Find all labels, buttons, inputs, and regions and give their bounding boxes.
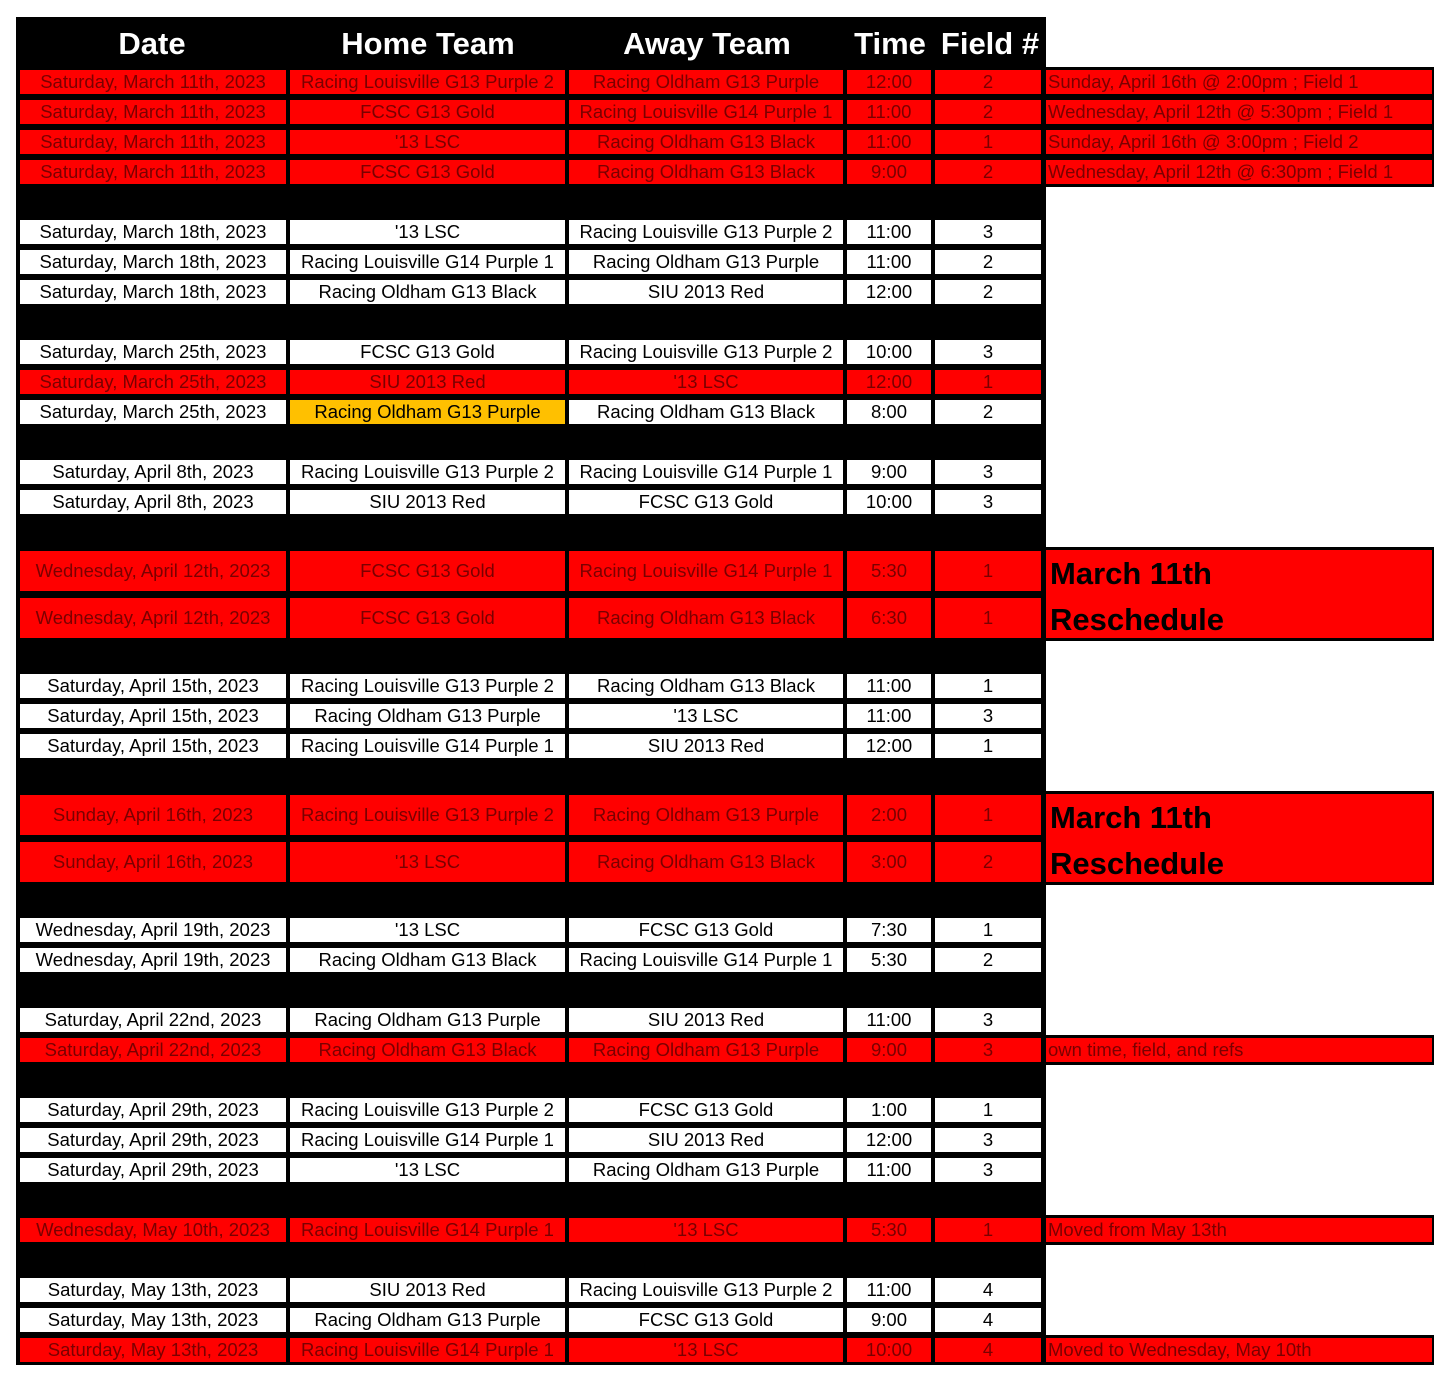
away-team-cell: Racing Louisville G13 Purple 2: [569, 220, 843, 244]
home-team-cell: Racing Oldham G13 Purple: [290, 1308, 565, 1332]
column-header-field: Field #: [940, 26, 1040, 61]
table-row: [16, 397, 1436, 427]
time-cell: 3:00: [847, 842, 931, 882]
date-cell: Saturday, March 11th, 2023: [20, 130, 286, 154]
reschedule-note-line: March 11th: [1050, 556, 1212, 591]
row-note: own time, field, and refs: [1046, 1038, 1432, 1062]
field-cell: 3: [935, 1008, 1041, 1032]
column-header-away-team: Away Team: [623, 26, 791, 61]
away-team-cell: FCSC G13 Gold: [569, 1308, 843, 1332]
match-group: [16, 217, 1436, 307]
field-cell: 3: [935, 460, 1041, 484]
table-row: [16, 594, 1436, 641]
time-cell: 5:30: [847, 551, 931, 591]
group-separator: [16, 187, 1436, 217]
row-note: Sunday, April 16th @ 3:00pm ; Field 2: [1046, 130, 1432, 154]
date-cell: Saturday, March 11th, 2023: [20, 160, 286, 184]
table-row: [16, 157, 1436, 187]
table-row: [16, 1155, 1436, 1185]
field-cell: 3: [935, 1158, 1041, 1182]
home-team-cell: Racing Louisville G13 Purple 2: [290, 1098, 565, 1122]
field-cell: 2: [935, 948, 1041, 972]
date-cell: Saturday, April 15th, 2023: [20, 674, 286, 698]
time-cell: 11:00: [847, 1158, 931, 1182]
table-row: [16, 945, 1436, 975]
home-team-cell: Racing Oldham G13 Black: [290, 948, 565, 972]
field-cell: 2: [935, 70, 1041, 94]
table-row: [16, 367, 1436, 397]
date-cell: Wednesday, April 12th, 2023: [20, 551, 286, 591]
date-cell: Saturday, March 18th, 2023: [20, 280, 286, 304]
home-team-cell: Racing Oldham G13 Purple: [290, 704, 565, 728]
date-cell: Saturday, May 13th, 2023: [20, 1278, 286, 1302]
column-header-time: Time: [854, 26, 926, 61]
field-cell: 1: [935, 598, 1041, 638]
date-cell: Saturday, March 25th, 2023: [20, 340, 286, 364]
home-team-cell: Racing Louisville G13 Purple 2: [290, 795, 565, 835]
date-cell: Wednesday, April 19th, 2023: [20, 918, 286, 942]
time-cell: 12:00: [847, 734, 931, 758]
time-cell: 12:00: [847, 370, 931, 394]
table-row: [16, 247, 1436, 277]
date-cell: Saturday, March 18th, 2023: [20, 250, 286, 274]
home-team-cell: SIU 2013 Red: [290, 490, 565, 514]
date-cell: Sunday, April 16th, 2023: [20, 795, 286, 835]
time-cell: 8:00: [847, 400, 931, 424]
group-separator: [16, 1065, 1436, 1095]
field-cell: 3: [935, 704, 1041, 728]
header-row: [16, 17, 1436, 67]
date-cell: Saturday, April 29th, 2023: [20, 1098, 286, 1122]
time-cell: 11:00: [847, 130, 931, 154]
away-team-cell: Racing Oldham G13 Purple: [569, 795, 843, 835]
home-team-cell: Racing Louisville G13 Purple 2: [290, 674, 565, 698]
away-team-cell: '13 LSC: [569, 1338, 843, 1362]
date-cell: Wednesday, April 12th, 2023: [20, 598, 286, 638]
home-team-cell: FCSC G13 Gold: [290, 598, 565, 638]
table-row: [16, 671, 1436, 701]
field-cell: 3: [935, 490, 1041, 514]
field-cell: 1: [935, 370, 1041, 394]
away-team-cell: Racing Oldham G13 Black: [569, 400, 843, 424]
field-cell: 1: [935, 795, 1041, 835]
field-cell: 2: [935, 842, 1041, 882]
away-team-cell: FCSC G13 Gold: [569, 490, 843, 514]
date-cell: Saturday, April 29th, 2023: [20, 1158, 286, 1182]
time-cell: 12:00: [847, 1128, 931, 1152]
date-cell: Wednesday, May 10th, 2023: [20, 1218, 286, 1242]
table-row: [16, 1125, 1436, 1155]
group-separator: [16, 885, 1436, 915]
time-cell: 9:00: [847, 160, 931, 184]
table-row: [16, 1035, 1436, 1065]
home-team-cell: SIU 2013 Red: [290, 1278, 565, 1302]
time-cell: 11:00: [847, 674, 931, 698]
away-team-cell: FCSC G13 Gold: [569, 1098, 843, 1122]
table-row: [16, 701, 1436, 731]
match-group: [16, 457, 1436, 517]
away-team-cell: Racing Oldham G13 Purple: [569, 70, 843, 94]
time-cell: 5:30: [847, 948, 931, 972]
field-cell: 2: [935, 100, 1041, 124]
date-cell: Saturday, April 8th, 2023: [20, 490, 286, 514]
time-cell: 9:00: [847, 460, 931, 484]
group-separator: [16, 517, 1436, 547]
away-team-cell: Racing Louisville G13 Purple 2: [569, 340, 843, 364]
home-team-cell: FCSC G13 Gold: [290, 100, 565, 124]
group-separator: [16, 761, 1436, 791]
time-cell: 11:00: [847, 704, 931, 728]
home-team-cell: FCSC G13 Gold: [290, 160, 565, 184]
table-row: [16, 1215, 1436, 1245]
field-cell: 1: [935, 1098, 1041, 1122]
home-team-cell: FCSC G13 Gold: [290, 340, 565, 364]
time-cell: 11:00: [847, 100, 931, 124]
away-team-cell: Racing Louisville G13 Purple 2: [569, 1278, 843, 1302]
away-team-cell: '13 LSC: [569, 704, 843, 728]
schedule-sheet: [16, 17, 1436, 1365]
time-cell: 11:00: [847, 220, 931, 244]
date-cell: Saturday, April 22nd, 2023: [20, 1038, 286, 1062]
field-cell: 1: [935, 551, 1041, 591]
away-team-cell: Racing Louisville G14 Purple 1: [569, 948, 843, 972]
table-row: [16, 791, 1436, 838]
field-cell: 1: [935, 918, 1041, 942]
away-team-cell: '13 LSC: [569, 1218, 843, 1242]
date-cell: Wednesday, April 19th, 2023: [20, 948, 286, 972]
table-row: [16, 217, 1436, 247]
field-cell: 1: [935, 130, 1041, 154]
time-cell: 1:00: [847, 1098, 931, 1122]
table-row: [16, 1335, 1436, 1365]
match-group: [16, 1215, 1436, 1245]
row-note: Wednesday, April 12th @ 5:30pm ; Field 1: [1046, 100, 1432, 124]
table-row: [16, 457, 1436, 487]
match-group: [16, 67, 1436, 187]
home-team-cell: '13 LSC: [290, 1158, 565, 1182]
time-cell: 12:00: [847, 280, 931, 304]
time-cell: 9:00: [847, 1308, 931, 1332]
table-row: [16, 1275, 1436, 1305]
field-cell: 2: [935, 280, 1041, 304]
match-group: [16, 791, 1436, 885]
row-note: Sunday, April 16th @ 2:00pm ; Field 1: [1046, 70, 1432, 94]
date-cell: Saturday, May 13th, 2023: [20, 1338, 286, 1362]
table-row: [16, 547, 1436, 594]
row-note: Moved from May 13th: [1046, 1218, 1432, 1242]
time-cell: 10:00: [847, 490, 931, 514]
table-row: [16, 731, 1436, 761]
table-row: [16, 67, 1436, 97]
date-cell: Saturday, April 22nd, 2023: [20, 1008, 286, 1032]
field-cell: 4: [935, 1308, 1041, 1332]
home-team-cell: Racing Oldham G13 Purple: [290, 400, 565, 424]
away-team-cell: FCSC G13 Gold: [569, 918, 843, 942]
away-team-cell: SIU 2013 Red: [569, 280, 843, 304]
table-row: [16, 1305, 1436, 1335]
away-team-cell: Racing Louisville G14 Purple 1: [569, 460, 843, 484]
date-cell: Saturday, March 11th, 2023: [20, 100, 286, 124]
field-cell: 4: [935, 1278, 1041, 1302]
home-team-cell: Racing Oldham G13 Black: [290, 280, 565, 304]
home-team-cell: '13 LSC: [290, 918, 565, 942]
away-team-cell: Racing Oldham G13 Black: [569, 674, 843, 698]
match-group: [16, 1275, 1436, 1365]
table-row: [16, 277, 1436, 307]
home-team-cell: SIU 2013 Red: [290, 370, 565, 394]
date-cell: Saturday, March 11th, 2023: [20, 70, 286, 94]
time-cell: 10:00: [847, 1338, 931, 1362]
table-row: [16, 127, 1436, 157]
home-team-cell: Racing Oldham G13 Purple: [290, 1008, 565, 1032]
away-team-cell: Racing Louisville G14 Purple 1: [569, 100, 843, 124]
group-separator: [16, 1245, 1436, 1275]
time-cell: 11:00: [847, 250, 931, 274]
time-cell: 11:00: [847, 1008, 931, 1032]
column-header-date: Date: [118, 26, 186, 61]
away-team-cell: SIU 2013 Red: [569, 1008, 843, 1032]
home-team-cell: Racing Louisville G14 Purple 1: [290, 1128, 565, 1152]
match-group: [16, 337, 1436, 427]
reschedule-note-line: March 11th: [1050, 800, 1212, 835]
date-cell: Saturday, April 15th, 2023: [20, 704, 286, 728]
field-cell: 3: [935, 1038, 1041, 1062]
date-cell: Saturday, March 18th, 2023: [20, 220, 286, 244]
field-cell: 1: [935, 1218, 1041, 1242]
home-team-cell: FCSC G13 Gold: [290, 551, 565, 591]
home-team-cell: '13 LSC: [290, 130, 565, 154]
away-team-cell: Racing Oldham G13 Black: [569, 130, 843, 154]
away-team-cell: Racing Oldham G13 Purple: [569, 1038, 843, 1062]
group-separator: [16, 1185, 1436, 1215]
date-cell: Saturday, April 8th, 2023: [20, 460, 286, 484]
date-cell: Saturday, April 15th, 2023: [20, 734, 286, 758]
column-header-home-team: Home Team: [341, 26, 515, 61]
group-separator: [16, 427, 1436, 457]
time-cell: 5:30: [847, 1218, 931, 1242]
match-group: [16, 1095, 1436, 1185]
away-team-cell: Racing Oldham G13 Purple: [569, 250, 843, 274]
match-group: [16, 671, 1436, 761]
time-cell: 7:30: [847, 918, 931, 942]
time-cell: 9:00: [847, 1038, 931, 1062]
home-team-cell: Racing Louisville G13 Purple 2: [290, 460, 565, 484]
table-row: [16, 1005, 1436, 1035]
home-team-cell: Racing Oldham G13 Black: [290, 1038, 565, 1062]
away-team-cell: Racing Oldham G13 Black: [569, 598, 843, 638]
field-cell: 1: [935, 734, 1041, 758]
field-cell: 3: [935, 220, 1041, 244]
field-cell: 1: [935, 674, 1041, 698]
group-separator: [16, 641, 1436, 671]
reschedule-note-line: Reschedule: [1050, 602, 1225, 637]
time-cell: 2:00: [847, 795, 931, 835]
away-team-cell: '13 LSC: [569, 370, 843, 394]
date-cell: Saturday, April 29th, 2023: [20, 1128, 286, 1152]
away-team-cell: Racing Oldham G13 Black: [569, 160, 843, 184]
table-row: [16, 915, 1436, 945]
group-separator: [16, 975, 1436, 1005]
home-team-cell: Racing Louisville G14 Purple 1: [290, 250, 565, 274]
field-cell: 3: [935, 340, 1041, 364]
date-cell: Saturday, March 25th, 2023: [20, 400, 286, 424]
row-note: Wednesday, April 12th @ 6:30pm ; Field 1: [1046, 160, 1432, 184]
table-row: [16, 487, 1436, 517]
home-team-cell: Racing Louisville G14 Purple 1: [290, 734, 565, 758]
field-cell: 2: [935, 250, 1041, 274]
home-team-cell: Racing Louisville G14 Purple 1: [290, 1338, 565, 1362]
table-row: [16, 838, 1436, 885]
match-group: [16, 547, 1436, 641]
field-cell: 3: [935, 1128, 1041, 1152]
home-team-cell: '13 LSC: [290, 220, 565, 244]
field-cell: 2: [935, 400, 1041, 424]
date-cell: Sunday, April 16th, 2023: [20, 842, 286, 882]
home-team-cell: Racing Louisville G14 Purple 1: [290, 1218, 565, 1242]
table-row: [16, 1095, 1436, 1125]
date-cell: Saturday, March 25th, 2023: [20, 370, 286, 394]
time-cell: 10:00: [847, 340, 931, 364]
time-cell: 11:00: [847, 1278, 931, 1302]
schedule-body: [16, 67, 1436, 1365]
row-note: Moved to Wednesday, May 10th: [1046, 1338, 1432, 1362]
away-team-cell: Racing Oldham G13 Purple: [569, 1158, 843, 1182]
away-team-cell: SIU 2013 Red: [569, 1128, 843, 1152]
time-cell: 12:00: [847, 70, 931, 94]
match-group: [16, 1005, 1436, 1065]
group-separator: [16, 307, 1436, 337]
home-team-cell: Racing Louisville G13 Purple 2: [290, 70, 565, 94]
table-row: [16, 337, 1436, 367]
date-cell: Saturday, May 13th, 2023: [20, 1308, 286, 1332]
field-cell: 2: [935, 160, 1041, 184]
match-group: [16, 915, 1436, 975]
home-team-cell: '13 LSC: [290, 842, 565, 882]
away-team-cell: SIU 2013 Red: [569, 734, 843, 758]
field-cell: 4: [935, 1338, 1041, 1362]
away-team-cell: Racing Oldham G13 Black: [569, 842, 843, 882]
table-row: [16, 97, 1436, 127]
reschedule-note-line: Reschedule: [1050, 846, 1225, 881]
time-cell: 6:30: [847, 598, 931, 638]
away-team-cell: Racing Louisville G14 Purple 1: [569, 551, 843, 591]
